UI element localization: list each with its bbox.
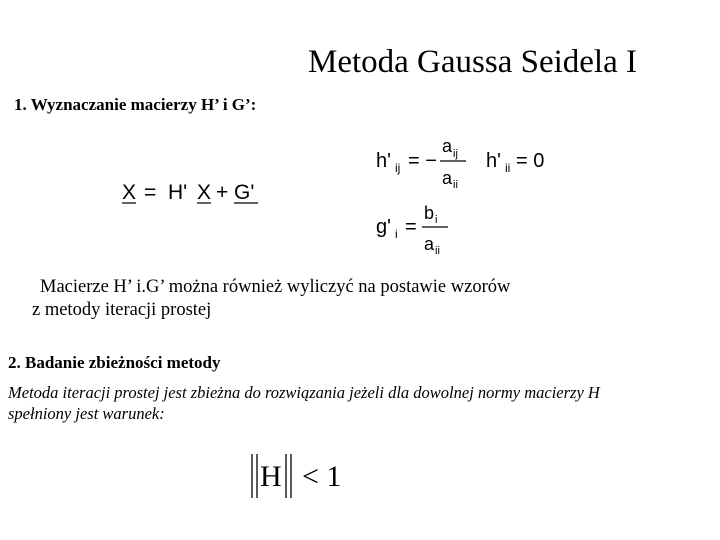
formula-main-x: X — [197, 181, 212, 204]
formula-main — [118, 172, 268, 212]
section-1-line-2: z metody iteracji prostej — [32, 300, 212, 320]
hij-den-sub: ii — [453, 179, 458, 191]
gi-num: b — [424, 203, 435, 223]
section-1-heading: 1. Wyznaczanie macierzy H’ i G’: — [14, 95, 257, 114]
gi-den: a — [424, 234, 435, 254]
section-2-heading: 2. Badanie zbieżności metody — [8, 353, 221, 372]
formula-norm — [246, 450, 356, 502]
gi-lhs-sub: i — [395, 227, 398, 241]
hij-num-sub: ij — [453, 148, 458, 160]
section-1-line-1: Macierze H’ i.G’ można również wyliczyć na postawie wzorów — [40, 277, 511, 297]
formula-main-eq: = — [144, 181, 157, 204]
gi-eq: = — [405, 216, 417, 238]
norm-relation: < 1 — [302, 460, 342, 493]
formula-gi — [372, 200, 472, 260]
gi-lhs: g' — [376, 216, 391, 238]
formula-main-g: G' — [234, 181, 255, 204]
formula-main-h: H' — [168, 181, 188, 204]
hij-den: a — [442, 168, 453, 188]
formula-main-lhs: X — [122, 181, 137, 204]
formula-main-plus: + — [216, 181, 229, 204]
hii-lhs-sub: ii — [505, 161, 511, 175]
hij-num: a — [442, 136, 453, 156]
norm-symbol: H — [260, 460, 282, 493]
gi-num-sub: i — [435, 214, 438, 226]
section-2-line-2: spełniony jest warunek: — [8, 404, 165, 423]
section-2-paragraph — [8, 382, 708, 424]
section-1-paragraph — [32, 276, 600, 322]
formula-hij — [372, 134, 472, 194]
gi-den-sub: ii — [435, 245, 440, 257]
hij-eq: = − — [408, 150, 437, 172]
hii-eq: = 0 — [516, 150, 545, 172]
section-2-line-1: Metoda iteracji prostej jest zbieżna do rozwiązania jeżeli dla dowolnej normy macierzy H — [8, 383, 600, 402]
hij-lhs: h' — [376, 150, 391, 172]
formula-hii — [484, 140, 564, 180]
slide-title: Metoda Gaussa Seidela I — [308, 44, 637, 80]
hii-lhs: h' — [486, 150, 501, 172]
hij-lhs-sub: ij — [395, 161, 401, 175]
